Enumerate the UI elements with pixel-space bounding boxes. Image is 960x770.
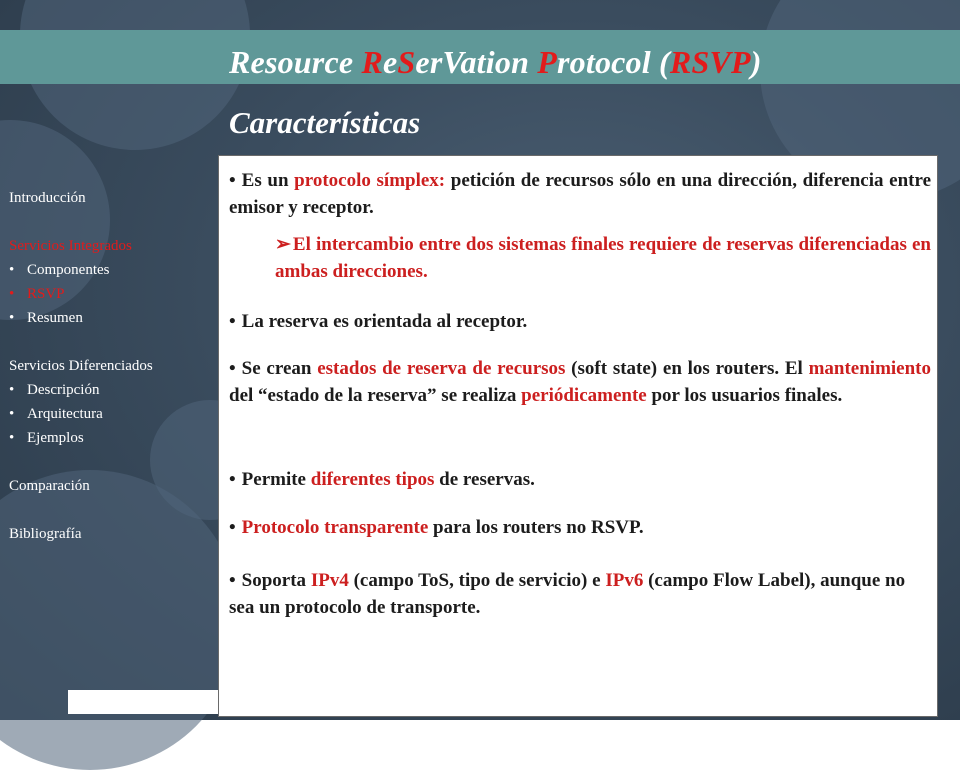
bullet-icon: • [229, 517, 236, 538]
sidebar-item-rsvp[interactable] [9, 282, 214, 306]
sidebar-item-servicios-diferenciados[interactable]: Servicios Diferenciados [9, 358, 153, 374]
sidebar-item-servicios-integrados[interactable]: Servicios Integrados [9, 238, 132, 254]
bullet-icon: • [9, 286, 15, 302]
bullet-point-soft-state: • Se crean estados de reserva de recursos (soft state) en los routers. El mantenimiento del “estado de la reserva” se realiza periódicamente por los usuarios finales. [229, 358, 931, 406]
bullet-point-transparente: • Protocolo transparente para los routers no RSVP. [229, 517, 644, 538]
bullet-icon: • [229, 469, 236, 490]
sidebar-item-label: Ejemplos [27, 430, 84, 446]
sidebar-spacer [9, 210, 214, 234]
bullet-icon: • [229, 170, 236, 191]
sidebar-item-introduccion[interactable]: Introducción [9, 190, 86, 206]
sidebar-item-resumen[interactable] [9, 306, 214, 330]
sidebar-item-label: Arquitectura [27, 406, 103, 422]
bullet-icon: • [9, 382, 15, 398]
sidebar-spacer [9, 498, 214, 522]
bullet-icon: • [9, 406, 15, 422]
bullet-icon: • [9, 262, 15, 278]
sidebar-item-componentes[interactable] [9, 258, 214, 282]
slide-title: Resource ReSerVation Protocol (RSVP) [229, 44, 762, 80]
footer-bar [68, 690, 223, 714]
sidebar-item-label: Descripción [27, 382, 100, 398]
sidebar-item-ejemplos[interactable] [9, 426, 214, 450]
content-panel [218, 155, 938, 717]
bullet-icon: • [229, 311, 236, 332]
sidebar-item-label: Resumen [27, 310, 83, 326]
sub-point-reservas: ➢ El intercambio entre dos sistemas finales requiere de reservas diferenciadas en ambas direcciones. [275, 231, 931, 285]
sidebar-item-arquitectura[interactable] [9, 402, 214, 426]
bullet-icon: • [9, 430, 15, 446]
sidebar-nav [9, 186, 214, 546]
sidebar-item-label: Componentes [27, 262, 110, 278]
sidebar-item-comparacion[interactable]: Comparación [9, 478, 90, 494]
sidebar-item-label: RSVP [27, 286, 65, 302]
sidebar-item-bibliografia[interactable]: Bibliografía [9, 526, 82, 542]
slide-subtitle: Características [229, 105, 421, 140]
sidebar-spacer [9, 450, 214, 474]
sidebar-item-descripcion[interactable] [9, 378, 214, 402]
bullet-point-ip: • Soporta IPv4 (campo ToS, tipo de servicio) e IPv6 (campo Flow Label), aunque no sea un protocolo de transporte. [229, 570, 906, 618]
bullet-icon: • [9, 310, 15, 326]
bullet-point-simplex: • Es un protocolo símplex: petición de recursos sólo en una dirección, diferencia entre emisor y receptor. [229, 170, 931, 218]
bullet-point-receptor: • La reserva es orientada al receptor. [229, 311, 528, 332]
sidebar-spacer [9, 330, 214, 354]
bullet-icon: • [229, 358, 236, 379]
bullet-point-tipos: • Permite diferentes tipos de reservas. [229, 469, 535, 490]
bullet-icon: • [229, 570, 236, 591]
arrow-bullet-icon: ➢ [275, 234, 291, 255]
